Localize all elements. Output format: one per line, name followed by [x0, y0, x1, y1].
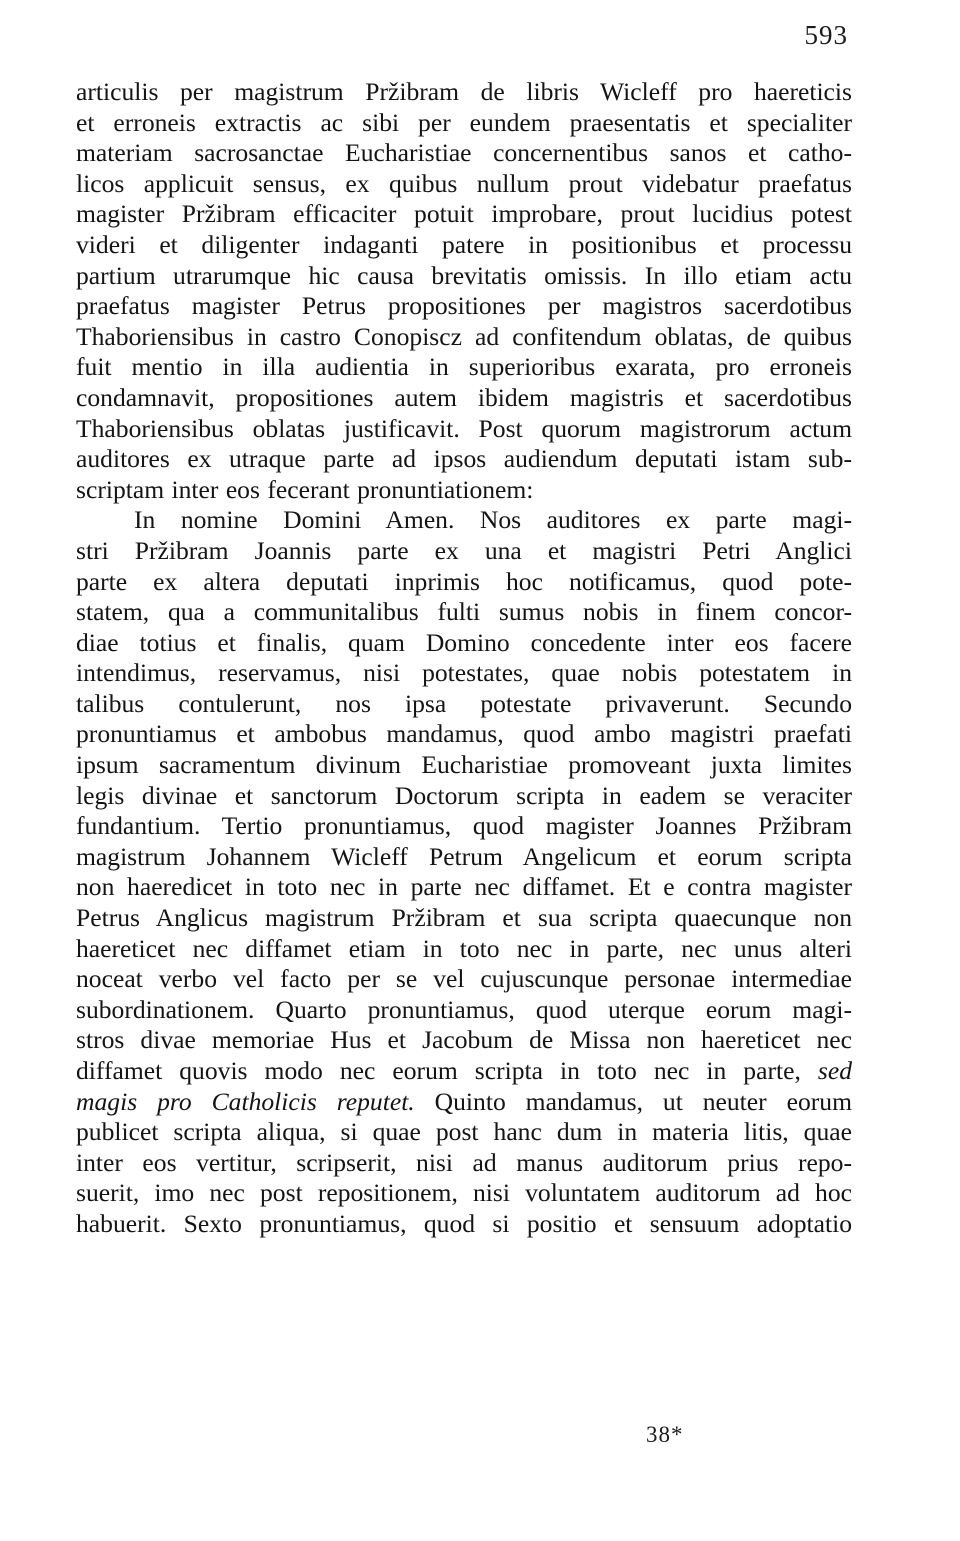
- text-line: talibus contulerunt, nos ipsa potestate privaverunt. Secundo: [76, 688, 852, 718]
- text-line: In nomine Domini Amen. Nos auditores ex parte magi-: [134, 505, 852, 535]
- text-line: magistrum Johannem Wicleff Petrum Angelicum et eorum scripta: [76, 841, 852, 871]
- text-line: articulis per magistrum Pržibram de libris Wicleff pro haereticis: [76, 77, 852, 106]
- page-number: 593: [804, 20, 848, 50]
- signature-mark: 38*: [646, 1422, 684, 1447]
- text-line: parte ex altera deputati inprimis hoc notificamus, quod pote-: [76, 566, 852, 596]
- text-line: stri Pržibram Joannis parte ex una et magistri Petri Anglici: [76, 535, 852, 565]
- text-line: stros divae memoriae Hus et Jacobum de Missa non haereticet nec: [76, 1025, 852, 1055]
- text-line: praefatus magister Petrus propositiones per magistros sacerdotibus: [76, 291, 852, 321]
- text-line: publicet scripta aliqua, si quae post hanc dum in materia litis, quae: [76, 1117, 852, 1147]
- text-line: subordinationem. Quarto pronuntiamus, quod uterque eorum magi-: [76, 994, 852, 1024]
- text-line: materiam sacrosanctae Eucharistiae concernentibus sanos et catho-: [76, 138, 852, 168]
- text-line: noceat verbo vel facto per se vel cujuscunque personae intermediae: [76, 964, 852, 994]
- text-line: non haeredicet in toto nec in parte nec diffamet. Et e contra magister: [76, 872, 852, 902]
- text-line: auditores ex utraque parte ad ipsos audiendum deputati istam sub-: [76, 444, 852, 474]
- text-line: partium utrarumque hic causa brevitatis omissis. In illo etiam actu: [76, 260, 852, 290]
- text-line: Thaboriensibus oblatas justificavit. Post quorum magistrorum actum: [76, 413, 852, 443]
- text-segment: Quinto mandamus, ut neuter eorum: [434, 1086, 852, 1116]
- text-line: [76, 1087, 852, 1118]
- text-line: legis divinae et sanctorum Doctorum scripta in eadem se veraciter: [76, 780, 852, 810]
- text-line: intendimus, reservamus, nisi potestates, quae nobis potestatem in: [76, 658, 852, 688]
- text-line: suerit, imo nec post repositionem, nisi voluntatem auditorum ad hoc: [76, 1178, 852, 1208]
- text-line: fuit mentio in illa audientia in superioribus exarata, pro erroneis: [76, 352, 852, 382]
- text-line: haereticet nec diffamet etiam in toto nec in parte, nec unus alteri: [76, 933, 852, 963]
- body-text: [76, 77, 852, 1240]
- text-line: statem, qua a communitalibus fulti sumus nobis in finem concor-: [76, 597, 852, 627]
- text-line: et erroneis extractis ac sibi per eundem praesentatis et specialiter: [76, 107, 852, 137]
- text-line: videri et diligenter indaganti patere in positionibus et processu: [76, 229, 852, 259]
- text-line: pronuntiamus et ambobus mandamus, quod ambo magistri praefati: [76, 719, 852, 749]
- text-line: inter eos vertitur, scripserit, nisi ad manus auditorum prius repo-: [76, 1147, 852, 1177]
- text-line: Thaboriensibus in castro Conopiscz ad confitendum oblatas, de quibus: [76, 321, 852, 351]
- text-line: licos applicuit sensus, ex quibus nullum prout videbatur praefatus: [76, 168, 852, 198]
- italic-segment: magis pro Catholicis reputet.: [76, 1086, 415, 1116]
- text-line: ipsum sacramentum divinum Eucharistiae promoveant juxta limites: [76, 750, 852, 780]
- text-line: habuerit. Sexto pronuntiamus, quod si positio et sensuum adoptatio: [76, 1208, 852, 1238]
- text-line: Petrus Anglicus magistrum Pržibram et sua scripta quaecunque non: [76, 903, 852, 933]
- text-line: condamnavit, propositiones autem ibidem magistris et sacerdotibus: [76, 382, 852, 412]
- text-segment: diffamet quovis modo nec eorum scripta in toto nec in parte,: [76, 1056, 801, 1085]
- text-line: scriptam inter eos fecerant pronuntiationem:: [76, 474, 534, 504]
- text-line: magister Pržibram efficaciter potuit improbare, prout lucidius potest: [76, 199, 852, 229]
- text-line: [76, 1056, 852, 1087]
- italic-segment: sed: [817, 1056, 852, 1085]
- text-line: diae totius et finalis, quam Domino concedente inter eos facere: [76, 627, 852, 657]
- text-line: fundantium. Tertio pronuntiamus, quod magister Joannes Pržibram: [76, 811, 852, 841]
